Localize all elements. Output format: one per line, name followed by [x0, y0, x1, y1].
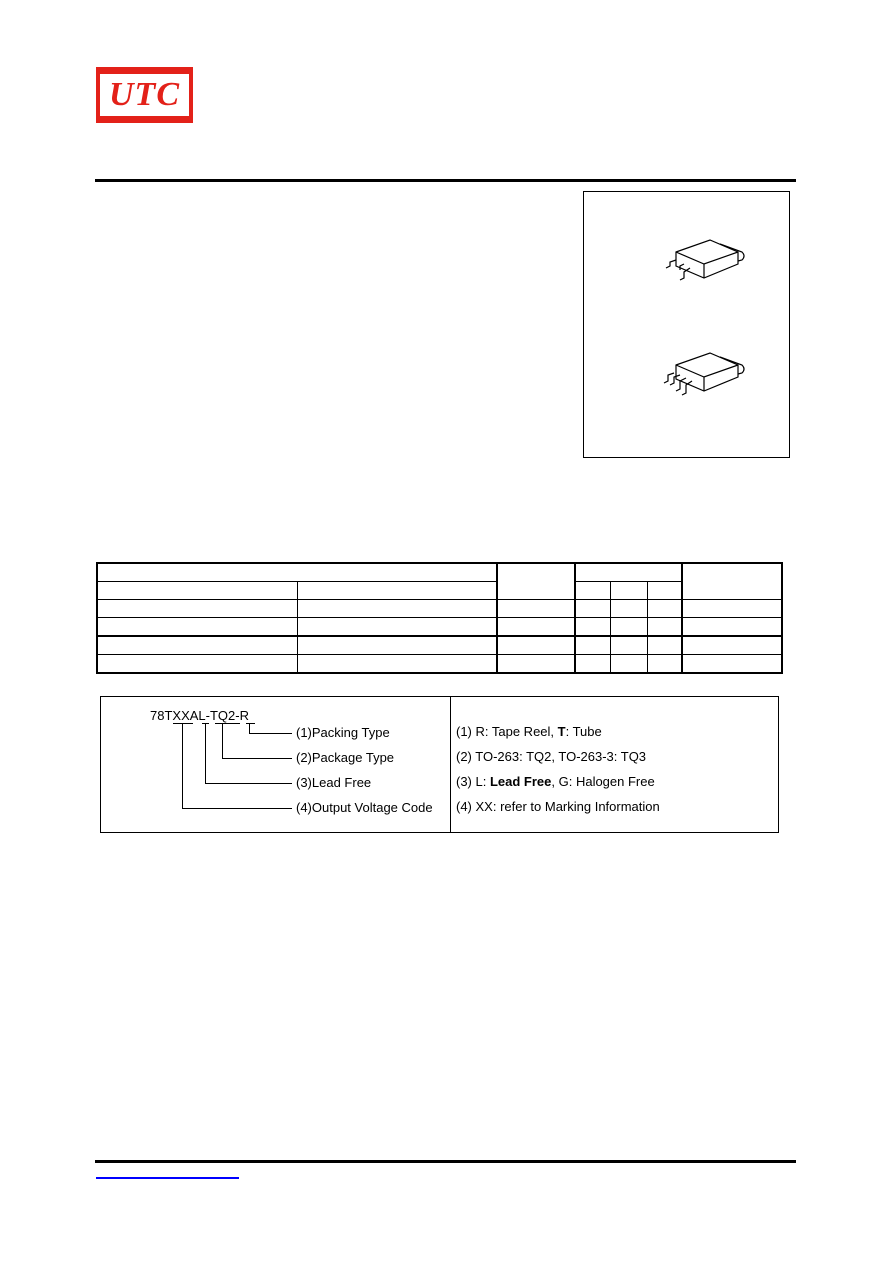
table-row: [97, 655, 782, 674]
leader-voltage-vertical: [182, 724, 183, 808]
note-packing-num: (1) R: [456, 724, 485, 739]
r-underline: [246, 723, 255, 724]
note-lead-free: [456, 774, 655, 790]
logo-text: UTC: [109, 76, 180, 113]
note-lead-free-text2: , G: Halogen Free: [551, 774, 655, 789]
note-packing: [456, 724, 602, 740]
field-package-type: (2)Package Type: [296, 750, 395, 765]
table-subheader-row: [97, 582, 782, 600]
note-lead-free-num: (3) L: [456, 774, 483, 789]
note-voltage-num: (4) XX: [456, 799, 493, 814]
part-number-code-box: [100, 696, 779, 833]
field-lead-free: (3)Lead Free: [296, 775, 372, 790]
leader-package-vertical: [222, 724, 223, 758]
note-voltage-text: : refer to Marking Information: [492, 799, 660, 814]
code-box-divider: [450, 697, 451, 832]
table-header-cell: [297, 582, 497, 600]
table-row: [97, 600, 782, 618]
note-package: [456, 749, 646, 765]
note-packing-text2: : Tube: [565, 724, 602, 739]
footer-website-link[interactable]: [96, 1177, 239, 1179]
utc-logo: [96, 67, 193, 123]
table-header-cell: [647, 582, 682, 600]
leader-leadfree-vertical: [205, 724, 206, 783]
leader-leadfree-horizontal: [205, 783, 292, 784]
note-package-num: (2) TO-263: [456, 749, 520, 764]
leader-voltage-horizontal: [182, 808, 292, 809]
to-263-3-package-icon: [662, 347, 746, 403]
leader-packing-vertical: [249, 724, 250, 733]
table-row: [97, 618, 782, 637]
package-image-box: [583, 191, 790, 458]
field-packing-type: (1)Packing Type: [296, 725, 390, 740]
table-header-cell: [575, 582, 610, 600]
note-lead-free-bold: Lead Free: [489, 774, 552, 789]
table-header-cell: [97, 582, 297, 600]
note-packing-text: : Tape Reel,: [484, 724, 558, 739]
field-output-voltage-code: (4)Output Voltage Code: [296, 800, 433, 815]
note-package-text: : TQ2, TO-263-3: TQ3: [519, 749, 647, 764]
note-packing-bold: T: [557, 724, 566, 739]
table-header-cell: [682, 563, 782, 600]
footer-rule: [95, 1160, 796, 1163]
table-row: [97, 636, 782, 655]
ordering-information-table: [96, 562, 783, 674]
table-header-cell: [575, 563, 682, 582]
part-number-code: 78TXXAL-TQ2-R: [150, 708, 249, 723]
logo-frame: [100, 74, 189, 116]
header-rule: [95, 179, 796, 182]
leader-packing-horizontal: [249, 733, 292, 734]
tq2-underline: [215, 723, 240, 724]
xx-underline: [173, 723, 193, 724]
to-263-package-icon: [662, 234, 746, 286]
note-voltage-code: [456, 799, 660, 815]
table-header-cell: [97, 563, 497, 582]
table-header-cell: [610, 582, 647, 600]
table-header-row: [97, 563, 782, 582]
leader-package-horizontal: [222, 758, 292, 759]
note-lead-free-text: :: [482, 774, 490, 789]
table-header-cell: [497, 563, 575, 600]
